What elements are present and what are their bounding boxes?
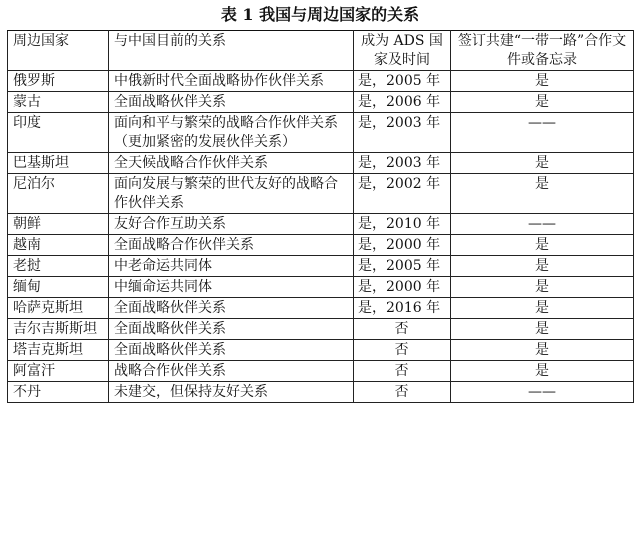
cell-relation: 友好合作互助关系 [109, 214, 354, 235]
cell-country: 朝鲜 [8, 214, 109, 235]
cell-ads: 是，2000 年 [354, 235, 451, 256]
table-row [8, 153, 634, 174]
cell-belt-road: —— [451, 382, 634, 403]
cell-belt-road: 是 [451, 92, 634, 113]
cell-ads: 是，2005 年 [354, 256, 451, 277]
table-title: 表 1 我国与周边国家的关系 [220, 5, 420, 24]
header-ads: 成为 ADS 国家及时间 [354, 31, 451, 71]
cell-country: 越南 [8, 235, 109, 256]
table-row [8, 319, 634, 340]
cell-country: 缅甸 [8, 277, 109, 298]
cell-relation: 全面战略伙伴关系 [109, 340, 354, 361]
cell-country: 吉尔吉斯斯坦 [8, 319, 109, 340]
cell-relation: 全面战略伙伴关系 [109, 92, 354, 113]
cell-belt-road: 是 [451, 298, 634, 319]
table-row [8, 382, 634, 403]
cell-belt-road: 是 [451, 71, 634, 92]
cell-ads: 是，2016 年 [354, 298, 451, 319]
cell-country: 巴基斯坦 [8, 153, 109, 174]
table-row [8, 92, 634, 113]
cell-ads: 否 [354, 340, 451, 361]
cell-country: 尼泊尔 [8, 174, 109, 214]
table-row [8, 277, 634, 298]
cell-relation: 面向和平与繁荣的战略合作伙伴关系（更加紧密的发展伙伴关系） [109, 113, 354, 153]
table-row [8, 340, 634, 361]
relations-table-container [7, 30, 633, 403]
cell-belt-road: 是 [451, 361, 634, 382]
cell-relation: 中老命运共同体 [109, 256, 354, 277]
table-row [8, 71, 634, 92]
cell-ads: 是，2006 年 [354, 92, 451, 113]
cell-country: 老挝 [8, 256, 109, 277]
cell-relation: 中缅命运共同体 [109, 277, 354, 298]
cell-ads: 否 [354, 361, 451, 382]
cell-belt-road: 是 [451, 319, 634, 340]
table-body [8, 71, 634, 403]
table-row [8, 113, 634, 153]
cell-ads: 是，2000 年 [354, 277, 451, 298]
cell-belt-road: 是 [451, 256, 634, 277]
cell-country: 哈萨克斯坦 [8, 298, 109, 319]
cell-belt-road: —— [451, 214, 634, 235]
cell-belt-road: 是 [451, 174, 634, 214]
cell-relation: 战略合作伙伴关系 [109, 361, 354, 382]
header-relation: 与中国目前的关系 [109, 31, 354, 71]
cell-country: 塔吉克斯坦 [8, 340, 109, 361]
header-country: 周边国家 [8, 31, 109, 71]
cell-ads: 是，2005 年 [354, 71, 451, 92]
header-row [8, 31, 634, 71]
table-row [8, 214, 634, 235]
cell-relation: 中俄新时代全面战略协作伙伴关系 [109, 71, 354, 92]
cell-country: 印度 [8, 113, 109, 153]
cell-belt-road: 是 [451, 235, 634, 256]
table-row [8, 256, 634, 277]
header-belt-road: 签订共建“一带一路”合作文件或备忘录 [451, 31, 634, 71]
cell-belt-road: 是 [451, 340, 634, 361]
cell-belt-road: 是 [451, 277, 634, 298]
cell-relation: 全面战略伙伴关系 [109, 298, 354, 319]
cell-belt-road: 是 [451, 153, 634, 174]
cell-ads: 是，2002 年 [354, 174, 451, 214]
cell-relation: 全面战略伙伴关系 [109, 319, 354, 340]
table-row [8, 235, 634, 256]
table-row [8, 361, 634, 382]
cell-country: 蒙古 [8, 92, 109, 113]
relations-table [7, 30, 634, 403]
cell-ads: 是，2003 年 [354, 113, 451, 153]
cell-ads: 是，2010 年 [354, 214, 451, 235]
cell-relation: 全面战略合作伙伴关系 [109, 235, 354, 256]
cell-ads: 否 [354, 382, 451, 403]
table-row [8, 298, 634, 319]
cell-belt-road: —— [451, 113, 634, 153]
cell-ads: 是，2003 年 [354, 153, 451, 174]
cell-relation: 未建交，但保持友好关系 [109, 382, 354, 403]
cell-country: 俄罗斯 [8, 71, 109, 92]
cell-country: 阿富汗 [8, 361, 109, 382]
cell-country: 不丹 [8, 382, 109, 403]
cell-relation: 全天候战略合作伙伴关系 [109, 153, 354, 174]
table-row [8, 174, 634, 214]
cell-relation: 面向发展与繁荣的世代友好的战略合作伙伴关系 [109, 174, 354, 214]
cell-ads: 否 [354, 319, 451, 340]
